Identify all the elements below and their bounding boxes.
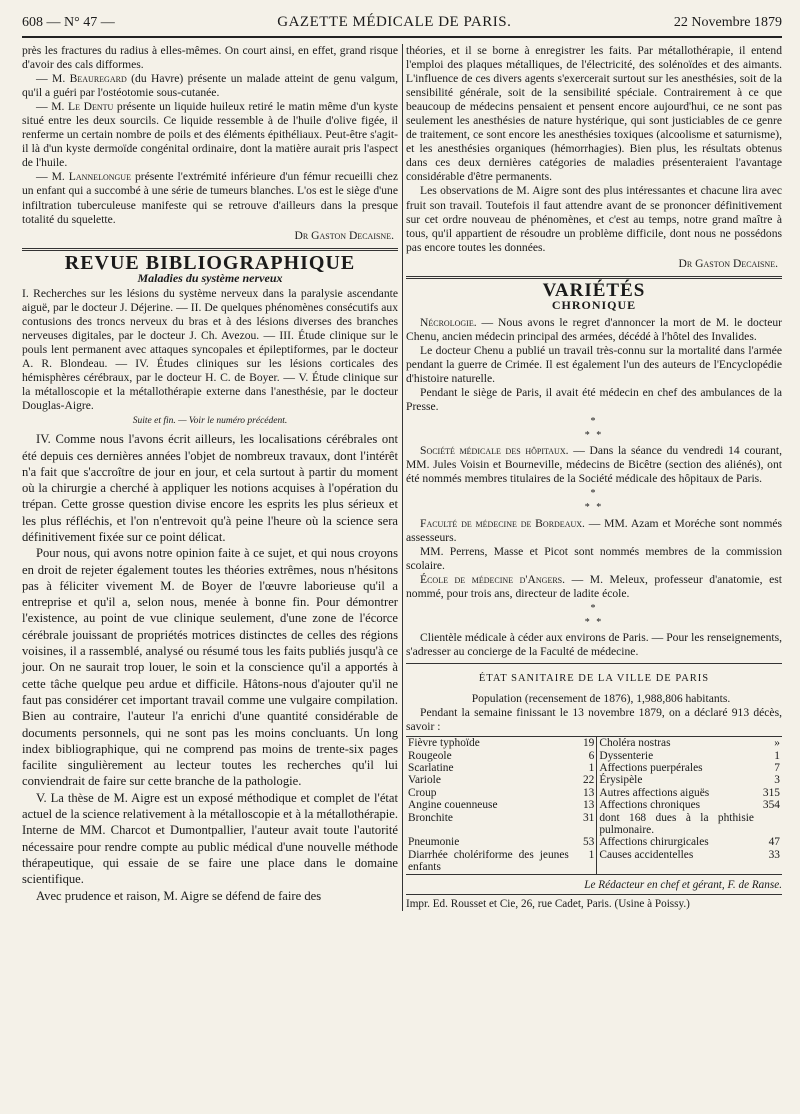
- news-item: Faculté de médecine de Bordeaux. — MM. Azam et Moréche sont nommés assesseurs.: [406, 516, 782, 544]
- bibliography-list: I. Recherches sur les lésions du système nerveux dans la paralysie ascendante aiguë, par le docteur J. Déjerine. — II. De quelques phénomènes consécutifs aux contusions des troncs nerveux du bras et à des lésions diverses des branches nerveuses digitales, par le docteur J. Ch. Avezou. — III. Étude clinique sur le pouls lent permanent avec attaques syncopales et épileptiformes, par le docteur A. R. Blondeau. — IV. Études cliniques sur les lésions corticales des hémisphères cérébraux, par le docteur H. C. de Boyer. — V. Étude clinique sur la métalloscopie et la métallothérapie externe dans l'anesthésie, par le docteur Douglas-Aigre.: [22, 286, 398, 413]
- cell-count: 31: [571, 812, 597, 837]
- section-rule: [22, 248, 398, 251]
- news-item: MM. Perrens, Masse et Picot sont nommés membres de la commission scolaire.: [406, 544, 782, 572]
- cell-count: 13: [571, 799, 597, 811]
- separator-stars: * * *: [584, 602, 604, 628]
- cell-cause: Autres affections aiguës: [599, 786, 710, 799]
- news-item: Le docteur Chenu a publié un travail très-connu sur la mortalité dans l'armée pendant la guerre de Crimée. Il est également l'un des auteurs de l'Encyclopédie d'histoire naturelle.: [406, 343, 782, 386]
- table-row: [406, 836, 782, 848]
- page-number: 608 — N° 47 —: [22, 15, 115, 30]
- news-item: École de médecine d'Angers. — M. Meleux, professeur d'anatomie, est nommé, pour trois ans, directeur de ladite école.: [406, 572, 782, 600]
- news-item: Pendant le siège de Paris, il avait été médecin en chef des ambulances de la Presse.: [406, 386, 782, 414]
- cell-cause: Causes accidentelles: [599, 848, 694, 861]
- cell-cause: Affections puerpérales: [599, 761, 703, 774]
- signature: Dr Gaston Decaisne.: [294, 228, 394, 242]
- cell-cause: Diarrhée cholériforme des jeunes enfants: [408, 848, 569, 874]
- table-row: [406, 774, 782, 786]
- deaths-table: [406, 736, 782, 874]
- health-report-title: ÉTAT SANITAIRE DE LA VILLE DE PARIS: [478, 672, 710, 684]
- column-divider: [402, 44, 403, 911]
- section-rule: [406, 276, 782, 279]
- page-header: [22, 14, 782, 32]
- section-title: REVUE BIBLIOGRAPHIQUE: [64, 251, 356, 274]
- cell-cause: Bronchite: [408, 811, 453, 824]
- table-row: [406, 787, 782, 799]
- cell-cause: Croup: [408, 786, 437, 799]
- cell-count: 19: [571, 737, 597, 750]
- cell-count: 22: [571, 774, 597, 786]
- paragraph: V. La thèse de M. Aigre est un exposé méthodique et complet de l'état actuel de la science relativement à la métalloscopie et à la métallothérapie. Interne de MM. Charcot et Dumontpallier, l'auteur avait toute l'autorité nécessaire pour rendre compte au public médical d'une nouvelle méthode thérapeutique, qui essaie de se faire une place dans le domaine scientifique.: [22, 790, 398, 887]
- section-title: VARIÉTÉS: [542, 279, 646, 301]
- printer-imprint: Impr. Ed. Rousset et Cie, 26, rue Cadet, Paris. (Usine à Poissy.): [406, 894, 782, 911]
- paragraph: — M. Le Dentu présente un liquide huileux retiré le matin même d'un kyste situé entre les deux sourcils. Ce liquide ressemble à de l'huile d'olive figée, il renferme un certain nombre de poils et des éléments épithéliaux. Peut-être s'agit-il là d'un kyste dermoïde congénital ordinaire, dont la matière aurait pris l'aspect de l'huile.: [22, 100, 398, 170]
- separator-stars: * * *: [584, 488, 604, 514]
- paragraph: IV. Comme nous l'avons écrit ailleurs, les localisations cérébrales ont été depuis ces dernières années l'objet de nombreux travaux, dont l'intérêt n'a fait que s'accroître de jour en jour, et cela surtout à partir du moment où la chirurgie a cherché à appliquer les notions acquises à l'opération du trépan. Cette grosse question divise encore les esprits les plus sérieux et les plus réfléchis, et l'on n'entrevoit qu'à peine l'heure où la science sera définitivement fixée sur ce point délicat.: [22, 432, 398, 544]
- paragraph: théories, et il se borne à enregistrer les faits. Par métallothérapie, il entend l'emploi des plaques métalliques, de l'électricité, des solénoïdes et des aimants. L'influence de ces divers agents s'exercerait surtout sur les anesthésies, soit de la sensibilité générale, soit de la sensibilité spéciale. Contrairement à ce que beaucoup de médecins pensaient et pensent encore aujourd'hui, ce ne sont pas seulement les anesthésies de nature hystérique, qui sont justiciables de ce genre de traitement, ce sont encore les anesthésies toxiques (alcoolisme et saturnisme), et les anesthésies organiques (hémorrhagies). Bien plus, les résultats obtenus dans ces deux dernières catégories de maladies présenteraient l'avantage considérable d'être permanents.: [406, 44, 782, 184]
- table-row: [406, 737, 782, 750]
- cell-count: 13: [571, 787, 597, 799]
- cell-cause: Pneumonie: [408, 836, 460, 849]
- cell-count: 33: [768, 848, 780, 861]
- cell-cause: Dyssenterie: [599, 749, 654, 762]
- table-row: [406, 849, 782, 874]
- cell-count: 53: [571, 836, 597, 848]
- cell-count: »: [774, 737, 780, 750]
- right-column: [406, 44, 782, 911]
- cell-count: 3: [774, 774, 780, 787]
- section-subtitle: Maladies du système nerveux: [137, 270, 283, 285]
- columns: [22, 44, 782, 911]
- left-column: [22, 44, 398, 911]
- week-summary: Pendant la semaine finissant le 13 novembre 1879, on a déclaré 913 décès, savoir :: [406, 706, 782, 734]
- paragraph: — M. Lannelongue présente l'extrémité inférieure d'un fémur recueilli chez un enfant qui a succombé à une série de tumeurs blanches. L'os est le siège d'une infiltration tuberculeuse manifeste qui se retrouve d'ailleurs dans la presque totalité du squelette.: [22, 170, 398, 226]
- cell-count: 1: [571, 762, 597, 774]
- cell-count: [756, 812, 782, 837]
- table-row: [406, 812, 782, 837]
- cell-cause: Affections chroniques: [599, 799, 701, 812]
- separator-stars: * * *: [584, 416, 604, 442]
- cell-cause: dont 168 dues à la phthisie pulmonaire.: [599, 811, 754, 836]
- cell-count: 354: [762, 799, 780, 812]
- issue-date: 22 Novembre 1879: [673, 15, 782, 30]
- cell-count: 47: [768, 836, 780, 849]
- classified-notice: Clientèle médicale à céder aux environs de Paris. — Pour les renseignements, s'adresser au concierge de la Faculté de médecine.: [406, 630, 782, 658]
- cell-cause: Angine couenneuse: [408, 799, 498, 812]
- cell-count: 6: [571, 750, 597, 762]
- population-line: Population (recensement de 1876), 1,988,806 habitants.: [471, 692, 731, 706]
- paragraph: Les observations de M. Aigre sont des plus intéressantes et chacune lira avec fruit son travail. Toutefois il faut attendre avant de se prononcer définitivement sur cet ordre nouveau de phénomènes, et c'est au temps, notre grand maître à tous, qu'il appartient de résoudre un problème difficile, dont nous ne possédons pas encore toutes les données.: [406, 184, 782, 254]
- paragraph: — M. Beauregard (du Havre) présente un malade atteint de genu valgum, qu'il a guéri par l'ostéotomie sous-cutanée.: [22, 72, 399, 100]
- header-rule: [22, 36, 782, 38]
- editor-line: Le Rédacteur en chef et gérant, F. de Ranse.: [584, 878, 782, 891]
- cell-count: 1: [774, 749, 780, 762]
- table-row: [406, 750, 782, 762]
- paragraph: près les fractures du radius à elles-mêmes. On court ainsi, en effet, grand risque d'avoir des cals difformes.: [22, 44, 398, 72]
- journal-title: GAZETTE MÉDICALE DE PARIS.: [277, 14, 512, 30]
- cell-cause: Érysipèle: [599, 774, 643, 787]
- paragraph: Avec prudence et raison, M. Aigre se défend de faire des: [36, 888, 322, 903]
- continuation-note: Suite et fin. — Voir le numéro précédent.: [132, 416, 288, 427]
- table-row: [406, 762, 782, 774]
- cell-count: 7: [774, 761, 780, 774]
- cell-cause: Rougeole: [408, 749, 452, 762]
- cell-cause: Affections chirurgicales: [599, 836, 709, 849]
- news-item: Société médicale des hôpitaux. — Dans la séance du vendredi 14 courant, MM. Jules Voisin et Bourneville, médecins de Bicêtre (section des aliénés), ont été nommés membres titulaires de la Société médicale des hôpitaux de Paris.: [406, 444, 782, 486]
- table-row: [406, 799, 782, 811]
- cell-cause: Choléra nostras: [599, 737, 671, 750]
- paragraph: Pour nous, qui avons notre opinion faite à ce sujet, et qui nous croyons en droit de rejeter également toutes les théories extrêmes, nous n'hésitons pas à féliciter vivement M. de Boyer de l'œuvre laborieuse qu'il a entreprise et qu'il a, selon nous, menée à bonne fin. Pour démontrer l'existence, au point de vue clinique seulement, d'une zone de l'écorce cérébrale jouissant de propriétés motrices distinctes de celles des régions voisines, il a rassemblé, analysé ou résumé tous les faits publiés jusqu'à ce jour. On ne saurait trop louer, le soin et la conscience qu'il a apportés à cette tâche quelque peu ardue et difficile. Hâtons-nous d'ajouter qu'il ne faut pas considérer cet important travail comme une vulgaire compilation. Bien au contraire, l'auteur l'a enrichi d'une quantité considérable de documents personnels, qui ne sont pas les moins concluants. Un long index bibliographique, qui ne comprend pas moins de trente-six pages facilite singulièrement au lecteur toutes les recherches qu'il lui conviendrait de faire sur cette branche de la pathologie.: [22, 546, 398, 789]
- news-item: Nécrologie. — Nous avons le regret d'annoncer la mort de M. le docteur Chenu, ancien médecin principal des armées, décédé à l'hôtel des Invalides.: [406, 315, 782, 343]
- cell-cause: Scarlatine: [408, 761, 454, 774]
- cell-count: 1: [571, 849, 597, 874]
- cell-count: 315: [762, 786, 780, 799]
- cell-cause: Fièvre typhoïde: [408, 737, 480, 750]
- section-subtitle: CHRONIQUE: [551, 297, 637, 312]
- review-body: [22, 431, 398, 904]
- cell-cause: Variole: [408, 774, 441, 787]
- signature: Dr Gaston Decaisne.: [678, 256, 778, 270]
- rule: [406, 663, 782, 664]
